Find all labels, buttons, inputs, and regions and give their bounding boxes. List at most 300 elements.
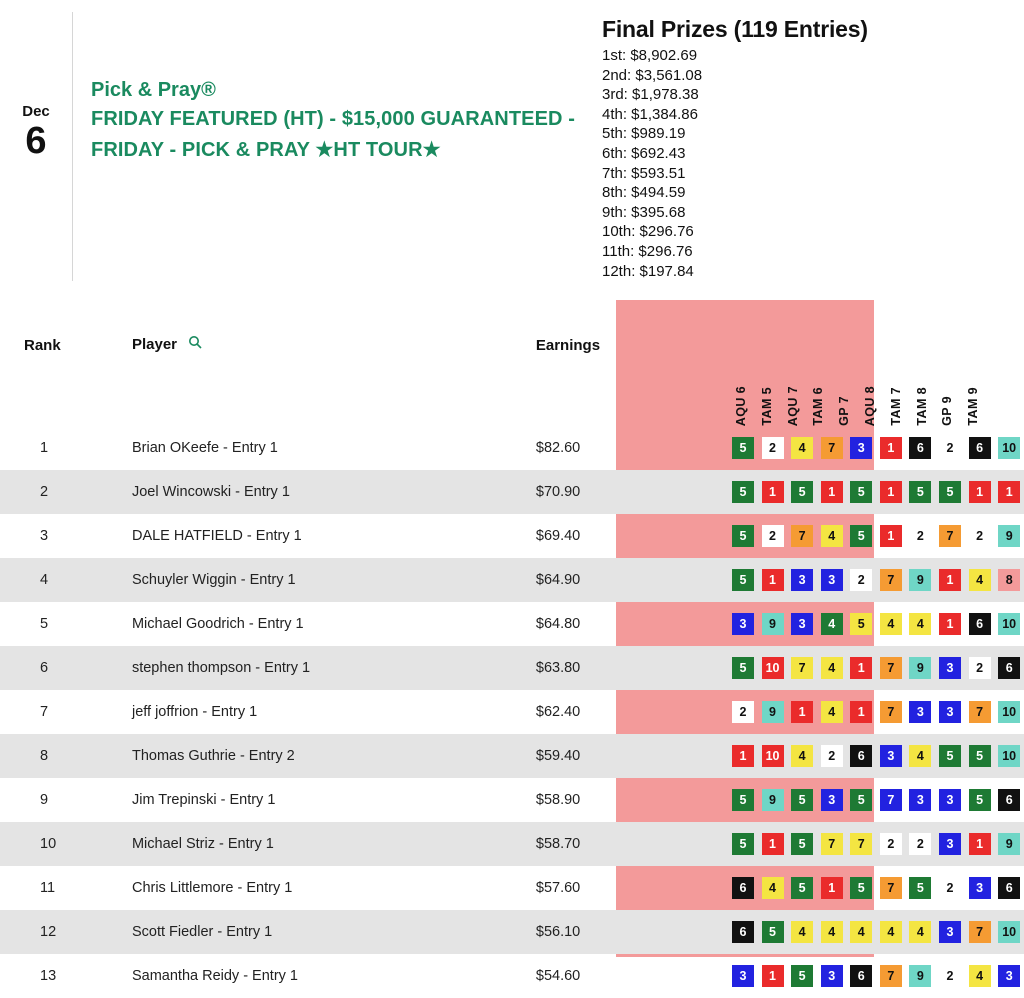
pick-saddle: 5 [850,613,872,635]
cell-earnings: $58.90 [535,792,581,808]
pick-saddle: 4 [880,613,902,635]
table-row[interactable] [0,954,1024,998]
cell-player[interactable]: Thomas Guthrie - Entry 2 [131,748,295,764]
cell-pick [935,822,965,866]
cell-pick [728,690,758,734]
cell-pick [846,558,876,602]
race-column-label: AQU 8 [863,385,878,426]
pick-saddle: 4 [909,921,931,943]
cell-earnings: $58.70 [535,836,581,852]
pick-saddle: 10 [762,657,784,679]
table-header-row [0,300,1024,426]
column-header-races [728,300,1024,426]
pick-saddle: 6 [732,921,754,943]
pick-saddle: 7 [821,833,843,855]
prize-line: 11th: $296.76 [602,242,693,260]
pick-saddle: 6 [969,613,991,635]
prize-line: 8th: $494.59 [602,184,686,202]
cell-pick [994,866,1024,910]
pick-saddle: 1 [880,437,902,459]
cell-pick [817,470,847,514]
cell-pick [817,910,847,954]
cell-earnings: $57.60 [535,880,581,896]
cell-pick [846,646,876,690]
pick-saddle: 4 [791,437,813,459]
cell-pick [994,558,1024,602]
pick-saddle: 7 [880,657,902,679]
cell-pick [846,602,876,646]
prize-line: 12th: $197.84 [602,262,694,280]
cell-player[interactable]: Chris Littlemore - Entry 1 [131,880,293,896]
cell-pick [817,866,847,910]
pick-saddle: 1 [762,965,784,987]
table-row[interactable] [0,734,1024,778]
pick-saddle: 4 [880,921,902,943]
cell-pick [965,426,995,470]
cell-pick [965,690,995,734]
cell-player[interactable]: Schuyler Wiggin - Entry 1 [131,572,296,588]
cell-pick [965,734,995,778]
race-column-label: TAM 7 [888,387,903,426]
pick-saddle: 5 [939,481,961,503]
pick-saddle: 4 [909,745,931,767]
cell-pick [758,910,788,954]
pick-saddle: 1 [850,701,872,723]
prize-line: 5th: $989.19 [602,125,686,143]
cell-pick [965,866,995,910]
cell-pick [787,646,817,690]
pick-saddle: 1 [850,657,872,679]
pick-saddle: 4 [909,613,931,635]
table-row[interactable] [0,602,1024,646]
prize-line: 10th: $296.76 [602,223,694,241]
pick-saddle: 7 [880,789,902,811]
cell-pick [965,646,995,690]
pick-saddle: 1 [939,613,961,635]
cell-pick [965,514,995,558]
cell-player[interactable]: Jim Trepinski - Entry 1 [131,792,276,808]
pick-saddle: 2 [850,569,872,591]
cell-pick [758,646,788,690]
cell-rank: 2 [40,484,49,500]
cell-pick [728,734,758,778]
cell-pick [935,646,965,690]
cell-pick [906,514,936,558]
cell-pick [906,426,936,470]
pick-saddle: 1 [762,833,784,855]
cell-player[interactable]: Samantha Reidy - Entry 1 [131,968,298,984]
pick-saddle: 10 [998,613,1020,635]
pick-saddle: 2 [969,657,991,679]
pick-saddle: 7 [880,965,902,987]
race-column-label: AQU 7 [785,385,800,426]
race-column-header[interactable] [935,336,961,426]
race-column-header[interactable] [780,336,806,426]
race-column-label: AQU 6 [734,385,749,426]
pick-saddle: 2 [762,437,784,459]
pick-saddle: 3 [791,613,813,635]
pick-saddle: 7 [880,701,902,723]
cell-pick [817,558,847,602]
table-row[interactable] [0,690,1024,734]
cell-pick [994,646,1024,690]
cell-pick [846,690,876,734]
top-spacer [0,0,1024,8]
cell-player[interactable]: Michael Striz - Entry 1 [131,836,274,852]
pick-saddle: 1 [821,481,843,503]
cell-pick [906,954,936,998]
cell-pick [994,470,1024,514]
cell-rank: 10 [40,836,57,852]
pick-saddle: 1 [880,525,902,547]
cell-pick [876,470,906,514]
cell-pick [935,426,965,470]
pick-saddle: 2 [939,877,961,899]
pick-saddle: 9 [762,789,784,811]
table-row[interactable] [0,514,1024,558]
cell-pick [994,602,1024,646]
pick-saddle: 9 [909,657,931,679]
cell-earnings: $69.40 [535,528,581,544]
standings-table [0,300,1024,998]
pick-saddle: 10 [998,701,1020,723]
pick-saddle: 1 [791,701,813,723]
pick-saddle: 5 [850,525,872,547]
cell-pick [876,910,906,954]
pick-saddle: 1 [998,481,1020,503]
cell-pick [935,690,965,734]
pick-saddle: 4 [762,877,784,899]
prize-block [602,12,1024,281]
pick-saddle: 4 [821,525,843,547]
cell-pick [817,646,847,690]
cell-rank: 7 [40,704,49,720]
pick-saddle: 6 [998,789,1020,811]
search-icon[interactable] [188,335,202,353]
cell-pick [935,954,965,998]
cell-rank: 5 [40,616,49,632]
pick-saddle: 9 [909,569,931,591]
cell-pick [906,646,936,690]
cell-pick [787,822,817,866]
cell-pick [846,426,876,470]
cell-pick [787,558,817,602]
pick-saddle: 4 [821,701,843,723]
cell-pick [846,866,876,910]
cell-rank: 6 [40,660,49,676]
pick-saddle: 5 [909,481,931,503]
pick-saddle: 2 [909,525,931,547]
cell-pick [787,426,817,470]
cell-player[interactable]: DALE HATFIELD - Entry 1 [131,528,302,544]
race-column-header[interactable] [960,336,986,426]
cell-pick [787,866,817,910]
pick-saddle: 7 [880,569,902,591]
pick-saddle: 3 [850,437,872,459]
cell-pick [876,426,906,470]
cell-pick [758,558,788,602]
pick-saddle: 4 [791,921,813,943]
cell-pick [935,734,965,778]
cell-pick [817,690,847,734]
cell-earnings: $64.90 [535,572,581,588]
pick-saddle: 6 [732,877,754,899]
cell-pick [846,954,876,998]
cell-pick [935,470,965,514]
cell-pick [906,910,936,954]
pick-saddle: 2 [909,833,931,855]
table-row[interactable] [0,470,1024,514]
cell-pick [906,558,936,602]
cell-pick [876,954,906,998]
table-row[interactable] [0,558,1024,602]
cell-pick [994,910,1024,954]
cell-pick [728,646,758,690]
cell-pick [935,602,965,646]
cell-pick [906,778,936,822]
cell-pick [728,866,758,910]
cell-pick [965,778,995,822]
page-title: FRIDAY FEATURED (HT) - $15,000 GUARANTEED - FRIDAY - PICK & PRAY ★HT TOUR★ [91,108,575,161]
cell-player[interactable]: Michael Goodrich - Entry 1 [131,616,304,632]
cell-player[interactable]: jeff joffrion - Entry 1 [131,704,258,720]
pick-saddle: 7 [821,437,843,459]
cell-pick [758,866,788,910]
table-row[interactable] [0,646,1024,690]
cell-pick [787,734,817,778]
cell-player[interactable]: Scott Fiedler - Entry 1 [131,924,273,940]
cell-pick [817,602,847,646]
cell-pick [906,866,936,910]
leaderboard [0,300,1024,998]
cell-pick [965,910,995,954]
pick-saddle: 1 [762,481,784,503]
pick-saddle: 7 [939,525,961,547]
pick-saddle: 5 [939,745,961,767]
pick-saddle: 6 [998,657,1020,679]
race-column-label: TAM 6 [811,387,826,426]
cell-pick [876,558,906,602]
cell-earnings: $59.40 [535,748,581,764]
prize-line: 3rd: $1,978.38 [602,86,699,104]
pick-saddle: 9 [998,525,1020,547]
cell-pick [758,602,788,646]
cell-pick [846,514,876,558]
pick-saddle: 2 [762,525,784,547]
cell-pick [758,778,788,822]
cell-earnings: $63.80 [535,660,581,676]
pick-saddle: 5 [909,877,931,899]
table-row[interactable] [0,866,1024,910]
pick-saddle: 5 [791,481,813,503]
pick-saddle: 5 [791,789,813,811]
pick-saddle: 3 [821,569,843,591]
table-row[interactable] [0,778,1024,822]
event-date-month: Dec [22,103,50,120]
cell-pick [728,426,758,470]
pick-saddle: 7 [969,701,991,723]
cell-player[interactable]: stephen thompson - Entry 1 [131,660,311,676]
cell-rank: 13 [40,968,57,984]
cell-pick [846,734,876,778]
pick-saddle: 5 [791,833,813,855]
pick-saddle: 3 [939,921,961,943]
cell-pick [846,822,876,866]
cell-pick [758,734,788,778]
pick-saddle: 4 [821,613,843,635]
column-header-earnings: Earnings [535,336,601,354]
race-column-header[interactable] [831,336,857,426]
table-row[interactable] [0,910,1024,954]
pick-saddle: 2 [939,965,961,987]
cell-pick [728,822,758,866]
cell-pick [994,514,1024,558]
cell-pick [876,822,906,866]
pick-saddle: 7 [791,657,813,679]
pick-saddle: 3 [791,569,813,591]
pick-saddle: 2 [821,745,843,767]
cell-pick [817,778,847,822]
cell-rank: 4 [40,572,49,588]
race-column-header[interactable] [909,336,935,426]
pick-saddle: 3 [939,833,961,855]
pick-saddle: 5 [791,965,813,987]
cell-pick [787,778,817,822]
cell-pick [728,778,758,822]
cell-pick [906,470,936,514]
cell-pick [846,470,876,514]
pick-saddle: 9 [998,833,1020,855]
cell-pick [965,470,995,514]
race-column-header[interactable] [883,336,909,426]
cell-pick [876,690,906,734]
column-header-player [132,300,536,426]
event-date-day: 6 [25,120,47,162]
cell-earnings: $70.90 [535,484,581,500]
column-header-rank: Rank [24,336,61,354]
cell-pick [787,514,817,558]
pick-saddle: 9 [762,701,784,723]
pick-saddle: 5 [732,525,754,547]
pick-saddle: 2 [939,437,961,459]
pick-saddle: 3 [939,789,961,811]
cell-pick [994,954,1024,998]
cell-pick [846,778,876,822]
cell-pick [728,954,758,998]
pick-saddle: 4 [969,569,991,591]
cell-pick [787,910,817,954]
pick-saddle: 2 [969,525,991,547]
race-column-label: GP 9 [940,396,955,426]
cell-pick [876,514,906,558]
cell-pick [817,822,847,866]
pick-saddle: 5 [732,437,754,459]
pick-saddle: 7 [850,833,872,855]
race-column-label: GP 7 [837,396,852,426]
prize-list [602,46,1024,281]
race-column-header[interactable] [728,336,754,426]
cell-pick [994,734,1024,778]
cell-pick [935,514,965,558]
pick-saddle: 6 [850,745,872,767]
cell-rank: 9 [40,792,49,808]
cell-pick [787,954,817,998]
pick-saddle: 4 [791,745,813,767]
pick-saddle: 6 [969,437,991,459]
event-title-block [72,12,602,281]
pick-saddle: 10 [998,921,1020,943]
pick-saddle: 3 [821,965,843,987]
pick-saddle: 7 [880,877,902,899]
pick-saddle: 2 [732,701,754,723]
pick-saddle: 5 [732,481,754,503]
cell-pick [935,910,965,954]
cell-pick [935,778,965,822]
pick-saddle: 7 [969,921,991,943]
cell-pick [994,822,1024,866]
cell-rank: 12 [40,924,57,940]
pick-saddle: 1 [969,481,991,503]
cell-pick [994,426,1024,470]
cell-pick [728,910,758,954]
cell-pick [876,646,906,690]
pick-saddle: 10 [998,745,1020,767]
cell-player[interactable]: Brian OKeefe - Entry 1 [131,440,278,456]
pick-saddle: 3 [880,745,902,767]
pick-saddle: 5 [850,789,872,811]
race-column-header[interactable] [754,336,780,426]
cell-player[interactable]: Joel Wincowski - Entry 1 [131,484,290,500]
pick-saddle: 5 [732,833,754,855]
cell-rank: 11 [40,880,56,896]
pick-saddle: 9 [909,965,931,987]
cell-pick [758,514,788,558]
pick-saddle: 2 [880,833,902,855]
cell-pick [758,426,788,470]
race-column-header[interactable] [857,336,883,426]
pick-saddle: 5 [732,657,754,679]
pick-saddle: 5 [969,789,991,811]
cell-pick [817,954,847,998]
pick-saddle: 6 [998,877,1020,899]
pick-saddle: 1 [762,569,784,591]
pick-saddle: 3 [909,789,931,811]
event-header [0,12,1024,281]
pick-saddle: 5 [850,877,872,899]
pick-saddle: 3 [821,789,843,811]
prize-line: 4th: $1,384.86 [602,105,698,123]
cell-pick [965,954,995,998]
cell-rank: 3 [40,528,49,544]
cell-pick [817,734,847,778]
cell-pick [787,690,817,734]
table-row[interactable] [0,822,1024,866]
prize-line: 7th: $593.51 [602,164,686,182]
prize-title: Final Prizes (119 Entries) [602,16,868,42]
table-row[interactable] [0,426,1024,470]
cell-pick [787,602,817,646]
cell-pick [758,690,788,734]
prize-line: 9th: $395.68 [602,203,686,221]
race-column-header[interactable] [806,336,832,426]
pick-saddle: 4 [821,921,843,943]
pick-saddle: 1 [821,877,843,899]
cell-pick [906,822,936,866]
pick-saddle: 4 [969,965,991,987]
cell-rank: 8 [40,748,49,764]
prize-line: 2nd: $3,561.08 [602,66,703,84]
cell-earnings: $56.10 [535,924,581,940]
